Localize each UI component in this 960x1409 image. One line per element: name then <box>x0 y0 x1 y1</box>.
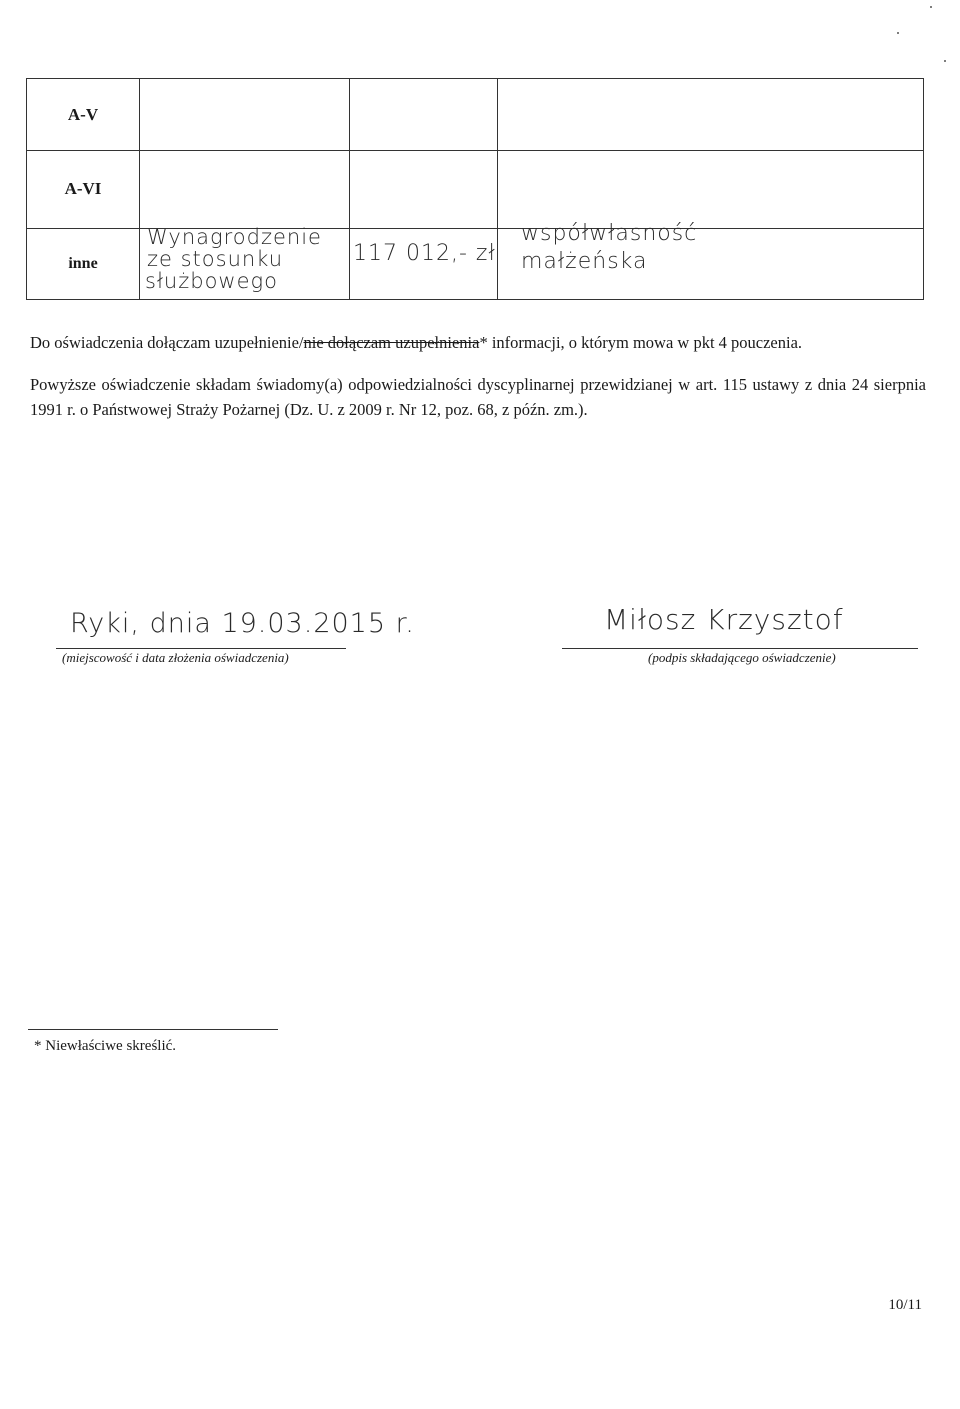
handwritten-income-source: ze stosunku <box>147 247 284 271</box>
handwritten-income-source: służbowego <box>145 269 278 293</box>
footnote-separator <box>28 1029 278 1030</box>
table-row-a-v <box>27 79 923 151</box>
handwritten-amount: 117 012,- zł <box>353 241 496 266</box>
liability-statement: Powyższe oświadczenie składam świadomy(a) odpowiedzialności dyscyplinarnej przewidzianej w art. 115 ustawy z dnia 24 sierpnia 1991 r. o Państwowej Straży Pożarnej (Dz. U. z 2009 r. Nr 12, poz. 68, z późn. zm.). <box>30 375 926 419</box>
assets-table <box>26 78 924 300</box>
table-row-a-vi <box>27 151 923 229</box>
signature-caption: (podpis składającego oświadczenie) <box>648 650 836 665</box>
page-number: 10/11 <box>888 1297 922 1313</box>
signature-line <box>562 648 918 649</box>
row-label: inne <box>68 255 98 272</box>
struck-option: nie dołączam uzupełnienia <box>303 333 480 352</box>
place-date-caption: (miejscowość i data złożenia oświadczenia) <box>62 650 289 665</box>
scan-speck <box>897 32 899 34</box>
statement-text: Do oświadczenia dołączam uzupełnienie/ <box>30 333 304 352</box>
place-date-line <box>56 648 346 649</box>
handwritten-signature: Miłosz Krzysztof <box>604 603 844 636</box>
handwritten-income-source: Wynagrodzenie <box>147 225 322 249</box>
handwritten-place-date: Ryki, dnia 19.03.2015 r. <box>70 608 415 639</box>
table-row-inne <box>27 221 923 299</box>
supplement-statement <box>30 330 926 355</box>
handwritten-ownership: współwłasność <box>521 221 698 246</box>
scan-speck <box>930 6 932 8</box>
scan-speck <box>944 60 946 62</box>
row-label: A-V <box>67 105 99 124</box>
row-label: A-VI <box>64 179 102 198</box>
footnote: * Niewłaściwe skreślić. <box>34 1038 177 1054</box>
statement-text: * informacji, o którym mowa w pkt 4 pouczenia. <box>479 333 803 352</box>
handwritten-ownership: małżeńska <box>521 249 648 274</box>
